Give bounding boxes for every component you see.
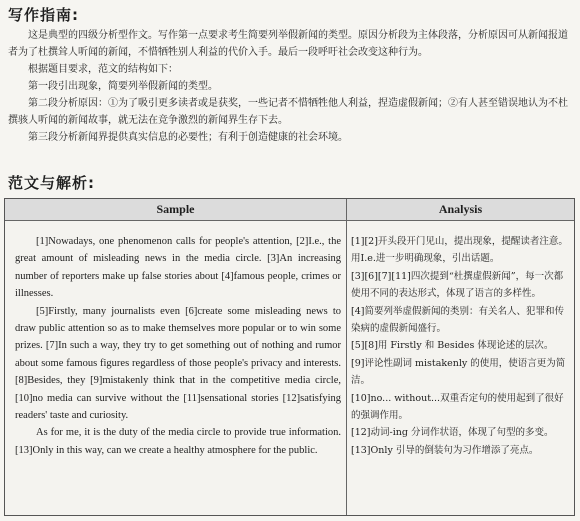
guide-intro bbox=[8, 27, 574, 146]
sample-column-header: Sample bbox=[156, 202, 195, 216]
analysis-item: [3][6][7][11]四次提到“杜撰虚假新闻”，每一次都使用不同的表达形式，体现了语言的多样性。 bbox=[351, 270, 564, 300]
sample-analysis-table bbox=[4, 198, 575, 516]
analysis-item: [9]评论性副词 mistakenly 的使用，使语言更为简洁。 bbox=[351, 357, 566, 387]
intro-paragraph: 第三段分析新闻界提供真实信息的必要性；有利于创造健康的社会环境。 bbox=[28, 132, 348, 143]
sample-essay bbox=[15, 233, 341, 459]
analysis-column-header: Analysis bbox=[438, 202, 483, 216]
intro-paragraph: 第一段引出现象，简要列举假新闻的类型。 bbox=[28, 81, 218, 92]
sample-paragraph: [5]Firstly, many journalists even [6]create some misleading news to draw public attention so as to make themselves more popular or to win some prizes. [7]In such a way, they try to get something out of nothing and rumor about some famous figures regardless of those people's privacy and interests. [8]Besides, they [9]mistakenly think that in the competitive media circle, [10]no media can survive without the [11]sensational stories [12]satisfying readers' taste and curiosity. bbox=[15, 305, 341, 422]
analysis-item: [10]no... without...双重否定句的使用起到了很好的强调作用。 bbox=[351, 392, 564, 422]
column-divider bbox=[346, 199, 347, 515]
analysis-notes bbox=[351, 233, 572, 459]
analysis-item: [4]简要列举虚假新闻的类别：有关名人、犯罪和传染病的虚假新闻盛行。 bbox=[351, 305, 564, 335]
sample-analysis-heading: 范文与解析: bbox=[8, 174, 95, 192]
intro-paragraph: 这是典型的四级分析型作文。写作第一点要求考生简要列举假新闻的类型。原因分析段为主体段落，分析原因可从新闻报道者为了杜撰耸人听闻的新闻，不惜牺牲别人利益的代价入手。最后一段呼吁社会改变这种行为。 bbox=[8, 30, 568, 58]
analysis-item: [1][2]开头段开门见山，提出现象，提醒读者注意。用I.e.进一步明确现象，引出话题。 bbox=[351, 236, 568, 265]
sample-paragraph: [1]Nowadays, one phenomenon calls for people's attention, [2]I.e., the great amount of misleading news in the media circle. [3]An increasing number of reporters make up false stories about [4]famous people, crimes or illnesses. bbox=[15, 236, 341, 300]
analysis-item: [12]动词-ing 分词作状语，体现了句型的多变。 bbox=[351, 427, 554, 439]
sample-paragraph: As for me, it is the duty of the media circle to provide true information. [13]Only in this way, can we create a healthy atmosphere for the public. bbox=[15, 427, 341, 456]
analysis-item: [5][8]用 Firstly 和 Besides 体现论述的层次。 bbox=[351, 340, 554, 352]
intro-paragraph: 根据题目要求，范文的结构如下： bbox=[28, 64, 178, 75]
table-header bbox=[5, 199, 574, 221]
writing-guide-heading: 写作指南: bbox=[8, 6, 79, 24]
analysis-item: [13]Only 引导的倒装句为习作增添了亮点。 bbox=[351, 444, 539, 456]
intro-paragraph: 第二段分析原因：①为了吸引更多读者或是获奖，一些记者不惜牺牲他人利益，捏造虚假新闻；②有人甚至错误地认为不杜撰骇人听闻的新闻故事，就无法在竞争激烈的新闻界生存下去。 bbox=[8, 98, 568, 126]
